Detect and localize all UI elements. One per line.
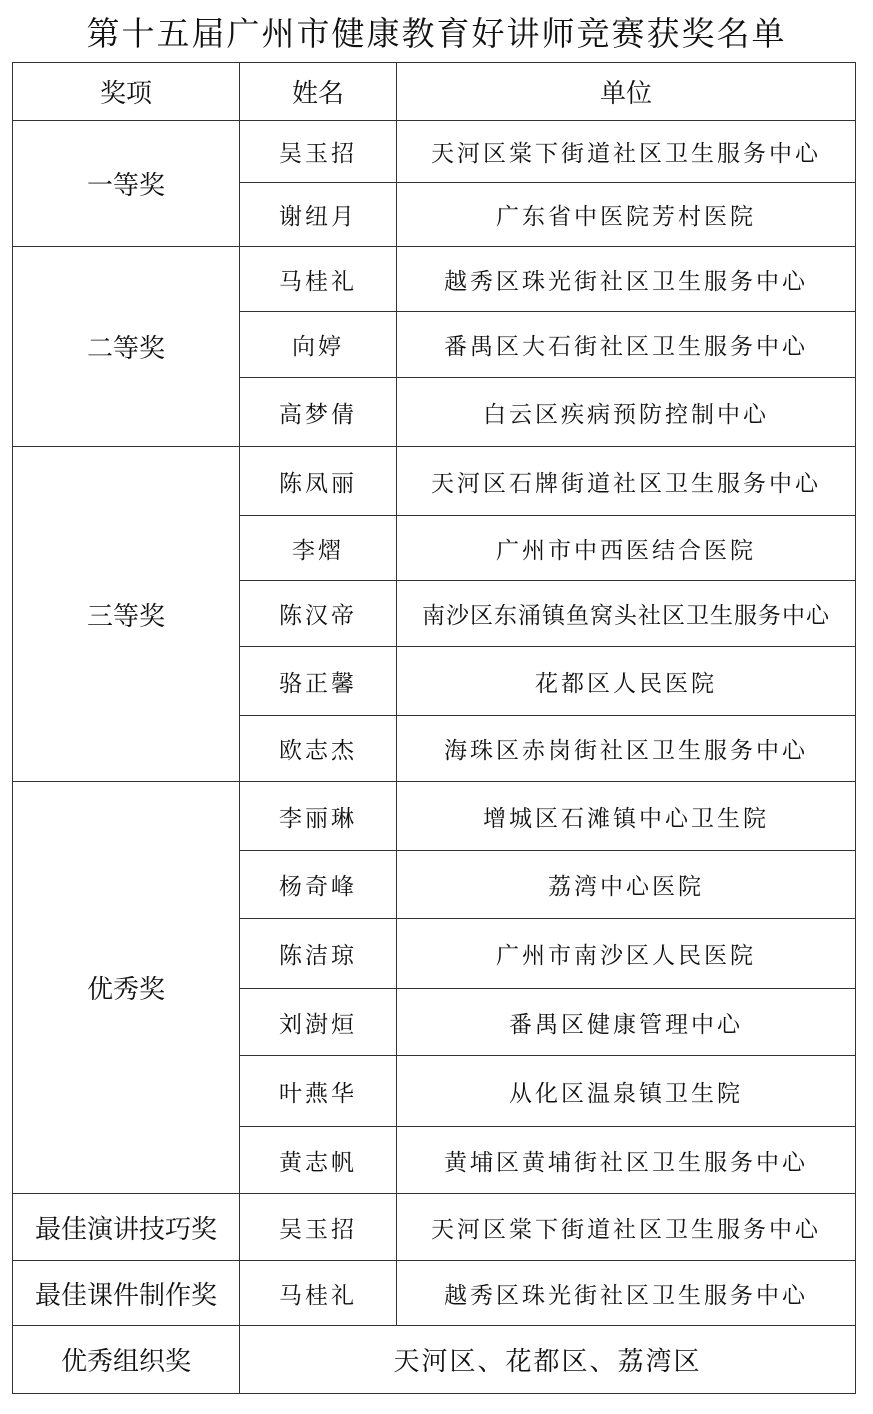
table-row	[13, 1261, 856, 1326]
winner-unit: 增城区石滩镇中心卫生院	[397, 782, 856, 851]
page-title: 第十五届广州市健康教育好讲师竞赛获奖名单	[86, 14, 787, 53]
winner-name: 高梦倩	[240, 378, 397, 447]
winner-name: 向婷	[240, 312, 397, 378]
winner-unit: 荔湾中心医院	[397, 851, 856, 919]
award-category: 二等奖	[13, 247, 240, 447]
table-row	[13, 447, 856, 516]
winner-unit: 越秀区珠光街社区卫生服务中心	[397, 1261, 856, 1326]
winner-name: 陈汉帝	[240, 581, 397, 647]
table-row	[13, 1326, 856, 1394]
winner-name: 杨奇峰	[240, 851, 397, 919]
winner-name: 黄志帆	[240, 1127, 397, 1194]
winner-unit: 海珠区赤岗街社区卫生服务中心	[397, 716, 856, 782]
winner-name: 陈洁琼	[240, 919, 397, 989]
header-unit: 单位	[397, 63, 856, 121]
award-category: 优秀组织奖	[13, 1326, 240, 1394]
award-category: 优秀奖	[13, 782, 240, 1194]
winner-name: 吴玉招	[240, 1194, 397, 1261]
winner-unit: 广州市中西医结合医院	[397, 516, 856, 581]
winner-name: 吴玉招	[240, 121, 397, 183]
winner-unit: 天河区棠下街道社区卫生服务中心	[397, 1194, 856, 1261]
table-row	[13, 782, 856, 851]
winner-name: 李熠	[240, 516, 397, 581]
winner-unit: 越秀区珠光街社区卫生服务中心	[397, 247, 856, 312]
winner-name: 马桂礼	[240, 247, 397, 312]
award-category: 最佳演讲技巧奖	[13, 1194, 240, 1261]
winner-unit: 黄埔区黄埔街社区卫生服务中心	[397, 1127, 856, 1194]
award-category: 三等奖	[13, 447, 240, 782]
winner-name: 叶燕华	[240, 1056, 397, 1127]
winner-unit: 番禺区大石街社区卫生服务中心	[397, 312, 856, 378]
winner-name: 李丽琳	[240, 782, 397, 851]
winner-name: 欧志杰	[240, 716, 397, 782]
winner-name: 谢纽月	[240, 183, 397, 247]
winner-unit: 广州市南沙区人民医院	[397, 919, 856, 989]
winner-unit: 天河区棠下街道社区卫生服务中心	[397, 121, 856, 183]
winner-name: 刘澍烜	[240, 989, 397, 1056]
awards-table	[12, 62, 856, 1394]
winner-name: 骆正馨	[240, 647, 397, 716]
winner-unit: 白云区疾病预防控制中心	[397, 378, 856, 447]
winner-unit: 南沙区东涌镇鱼窝头社区卫生服务中心	[397, 581, 856, 647]
winner-unit: 从化区温泉镇卫生院	[397, 1056, 856, 1127]
winner-unit: 广东省中医院芳村医院	[397, 183, 856, 247]
table-row	[13, 247, 856, 312]
winner-unit: 番禺区健康管理中心	[397, 989, 856, 1056]
table-row	[13, 1194, 856, 1261]
winner-name: 陈凤丽	[240, 447, 397, 516]
award-category: 最佳课件制作奖	[13, 1261, 240, 1326]
winner-unit: 花都区人民医院	[397, 647, 856, 716]
header-row	[13, 63, 856, 121]
award-category: 一等奖	[13, 121, 240, 247]
winner-unit: 天河区石牌街道社区卫生服务中心	[397, 447, 856, 516]
organization-award-districts: 天河区、花都区、荔湾区	[240, 1326, 856, 1394]
header-name: 姓名	[240, 63, 397, 121]
winner-name: 马桂礼	[240, 1261, 397, 1326]
table-row	[13, 121, 856, 183]
header-award: 奖项	[13, 63, 240, 121]
